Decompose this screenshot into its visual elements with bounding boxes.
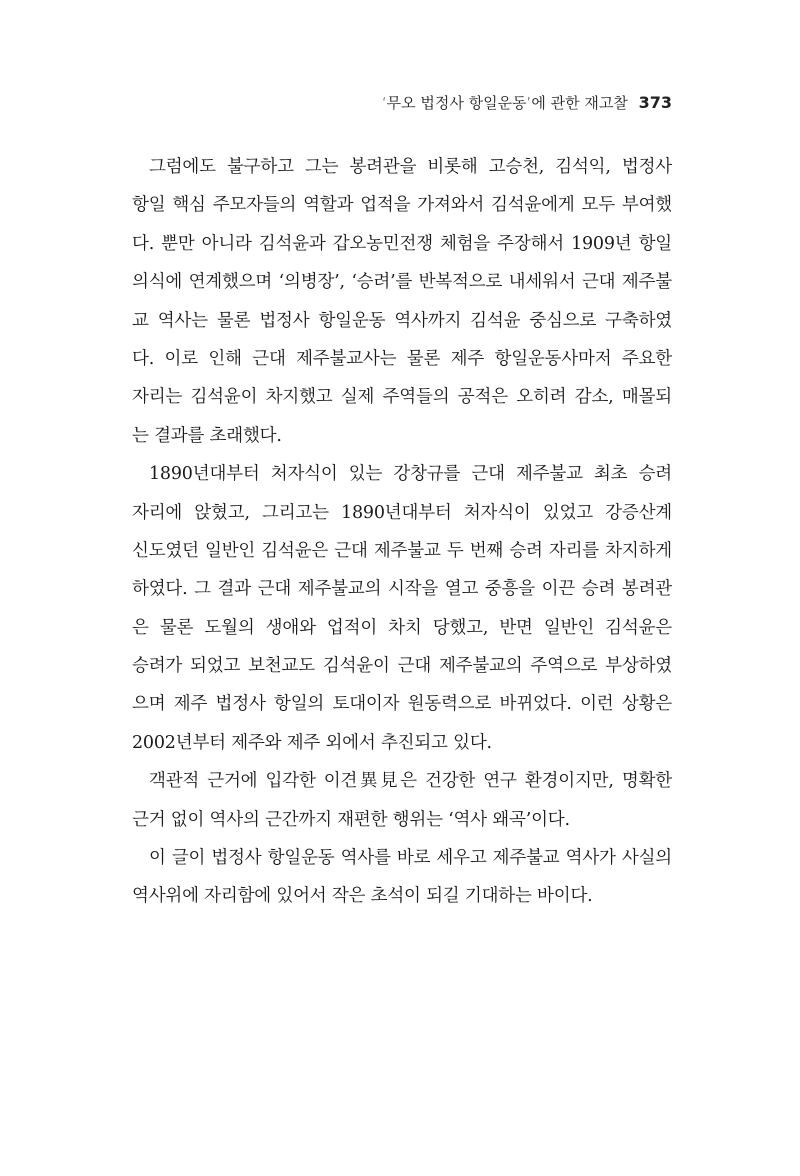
- paragraph: [132, 455, 672, 762]
- text-line: 은 물론 도월의 생애와 업적이 차치 당했고, 반면 일반인 김석윤은: [132, 617, 672, 638]
- text-line: 이 글이 법정사 항일운동 역사를 바로 세우고 제주불교 역사가 사실의: [149, 848, 672, 869]
- paragraph: [132, 762, 672, 839]
- running-head-title: ‘무오 법정사 항일운동’에 관한 재고찰: [381, 94, 628, 112]
- text-line: 역사위에 자리함에 있어서 작은 초석이 되길 기대하는 바이다.: [132, 886, 593, 907]
- text-line: 으며 제주 법정사 항일의 토대이자 원동력으로 바뀌었다. 이런 상황은: [132, 694, 672, 715]
- text-line: 자리는 김석윤이 차지했고 실제 주역들의 공적은 오히려 감소, 매몰되: [132, 387, 672, 408]
- text-line: 승려가 되었고 보천교도 김석윤이 근대 제주불교의 주역으로 부상하였: [132, 656, 672, 677]
- text-line: 객관적 근거에 입각한 이견異見은 건강한 연구 환경이지만, 명확한: [149, 771, 672, 792]
- page-number: 373: [638, 93, 672, 112]
- text-line: 다. 이로 인해 근대 제주불교사는 물론 제주 항일운동사마저 주요한: [132, 348, 672, 369]
- text-line: 하였다. 그 결과 근대 제주불교의 시작을 열고 중흥을 이끈 승려 봉려관: [132, 579, 672, 600]
- text-line: 신도였던 일반인 김석윤은 근대 제주불교 두 번째 승려 자리를 차지하게: [132, 540, 672, 561]
- paragraph: [132, 148, 672, 455]
- text-line: 다. 뿐만 아니라 김석윤과 갑오농민전쟁 체험을 주장해서 1909년 항일: [132, 233, 672, 254]
- text-line: 근거 없이 역사의 근간까지 재편한 행위는 ‘역사 왜곡’이다.: [132, 809, 570, 830]
- running-head: [382, 92, 672, 113]
- text-line: 그럼에도 불구하고 그는 봉려관을 비롯해 고승천, 김석익, 법정사: [149, 157, 672, 177]
- text-line: 2002년부터 제주와 제주 외에서 추진되고 있다.: [132, 732, 492, 753]
- body-text: [132, 148, 672, 916]
- text-line: 의식에 연계했으며 ‘의병장’, ‘승려’를 반복적으로 내세워서 근대 제주불: [132, 272, 672, 293]
- paragraph: [132, 839, 672, 916]
- text-line: 는 결과를 초래했다.: [132, 425, 282, 446]
- text-line: 항일 핵심 주모자들의 역할과 업적을 가져와서 김석윤에게 모두 부여했: [132, 195, 672, 216]
- text-line: 교 역사는 물론 법정사 항일운동 역사까지 김석윤 중심으로 구축하였: [132, 310, 672, 331]
- text-line: 1890년대부터 처자식이 있는 강창규를 근대 제주불교 최초 승려: [149, 464, 672, 485]
- text-line: 자리에 앉혔고, 그리고는 1890년대부터 처자식이 있었고 강증산계: [132, 502, 672, 523]
